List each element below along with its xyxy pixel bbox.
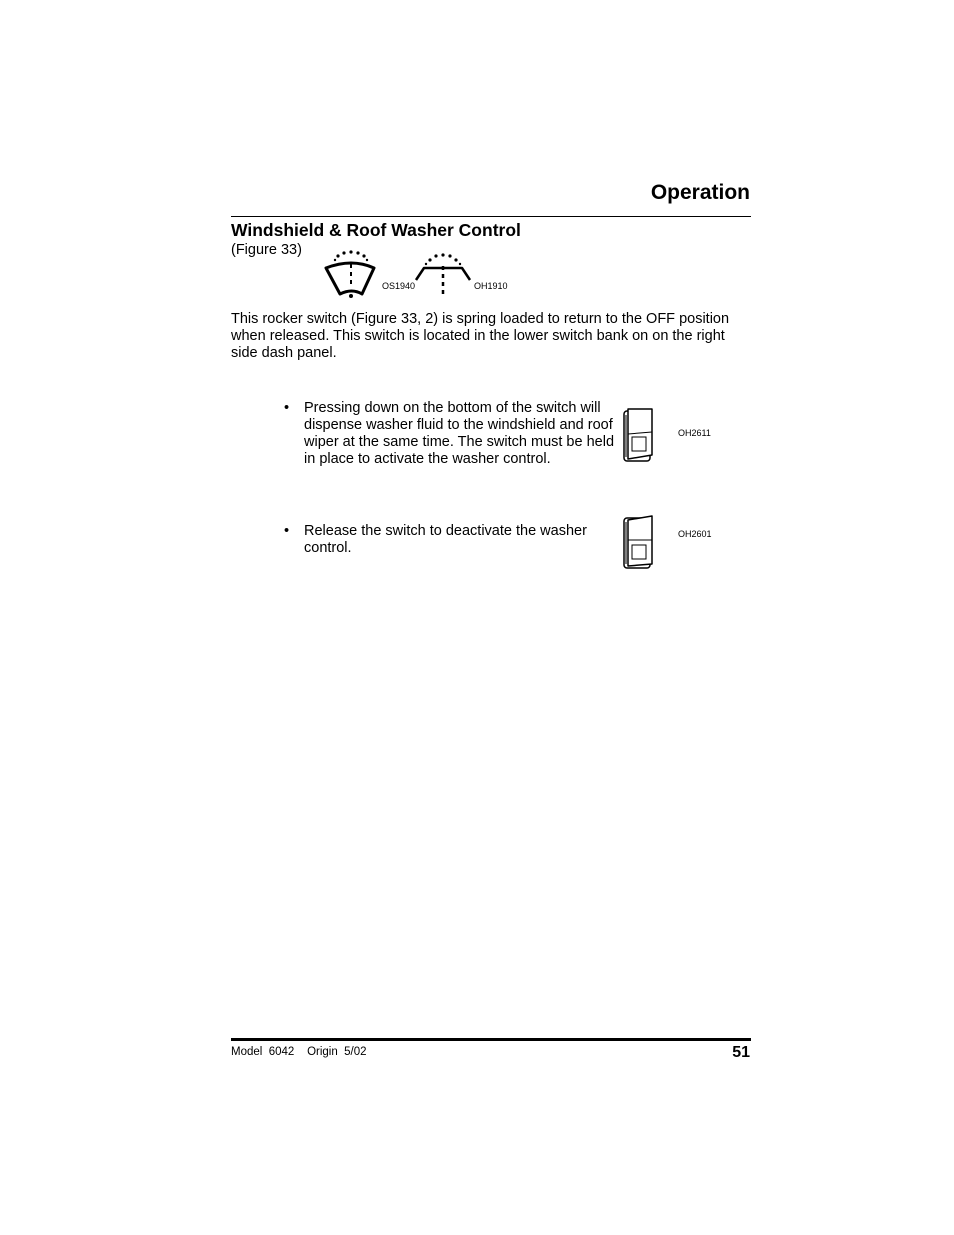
body-paragraph: This rocker switch (Figure 33, 2) is spring loaded to return to the OFF position when released. This switch is located in the lower switch bank on on the right side dash panel. (231, 311, 730, 361)
rocker-switch-released-icon (622, 514, 656, 570)
roof-washer-icon (412, 250, 474, 296)
rocker-switch-pressed-icon (622, 407, 656, 463)
bullet-text: Pressing down on the bottom of the switch will dispense washer fluid to the windshield and roof wiper at the same time. The switch must be held in place to activate the washer control. (304, 400, 615, 467)
section-title: Operation (650, 181, 750, 204)
figure-code-oh2611: OH2611 (678, 428, 711, 438)
bullet-dot: • (284, 523, 290, 539)
figure-reference: (Figure 33) (231, 242, 302, 258)
bullet-text: Release the switch to deactivate the washer control. (304, 523, 587, 556)
header-rule (231, 216, 751, 217)
figure-code-oh1910: OH1910 (474, 281, 508, 291)
bullet-dot: • (284, 400, 290, 416)
footer-rule (231, 1038, 751, 1041)
figure-code-os1940: OS1940 (382, 281, 416, 291)
page-number: 51 (732, 1044, 750, 1061)
windshield-washer-icon (322, 248, 378, 300)
figure-code-oh2601: OH2601 (678, 529, 712, 539)
footer-model-origin: Model 6042 Origin 5/02 (231, 1046, 367, 1058)
page-heading: Windshield & Roof Washer Control (231, 220, 521, 240)
